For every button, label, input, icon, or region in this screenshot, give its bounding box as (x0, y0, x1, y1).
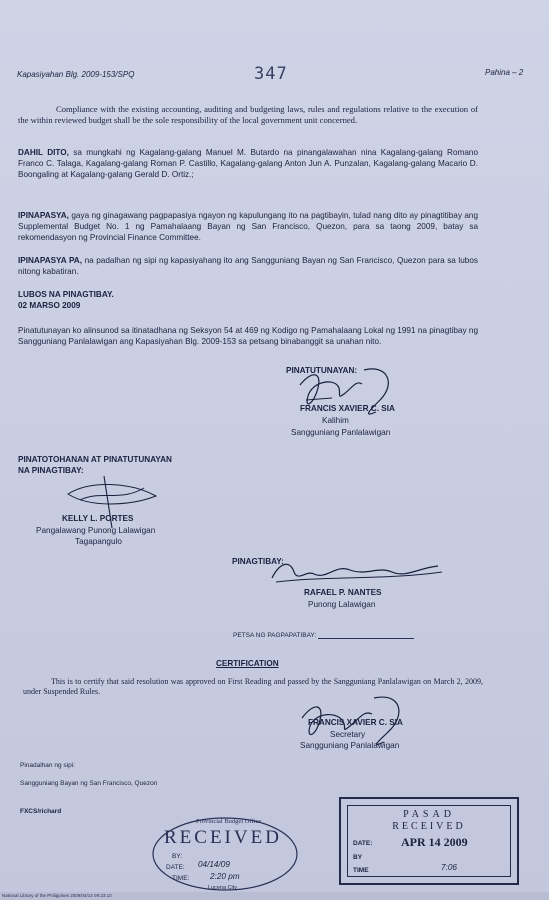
approval-statement: LUBOS NA PINAGTIBAY. (18, 290, 114, 299)
pasad-stamp-agency: PASAD (403, 809, 455, 820)
approval-date-field (233, 630, 414, 639)
pasad-stamp-time-value: 7:06 (441, 863, 457, 872)
attest2-title: Pangalawang Punong Lalawigan (36, 526, 156, 535)
approval-date: 02 MARSO 2009 (18, 301, 81, 310)
compliance-paragraph: Compliance with the existing accounting, auditing and budgeting laws, rules and regulations relative to the execution of the within reviewed budget shall be the sole responsibility of the local government unit concerned. (18, 104, 478, 125)
ipinapasya-text: gaya ng ginagawang pagpapasiya ngayon ng kapulungang ito na pagtibayin, tulad nang dito ay pinagtitibay ang Supplemental Budget No. 1 ng Pamahalaang Bayan ng San Francisco, Quezon, para sa taong 2009, batay sa rekomendasyon ng Provincial Finance Committee. (18, 211, 478, 242)
attest2-name: KELLY L. PORTES (62, 514, 134, 523)
certification-office: Sangguniang Panlalawigan (300, 741, 400, 750)
attest2-label-1: PINATOTOHANAN AT PINATUTUNAYAN (18, 455, 172, 464)
scan-footer: National Library of the Philippines 2009/04/14 09:23:10 (0, 892, 549, 900)
pasad-stamp-word: RECEIVED (392, 821, 466, 832)
page-number: Pahina – 2 (485, 68, 524, 77)
certification-text: This is to certify that said resolution was approved on First Reading and passed by the Sangguniang Panlalawigan on March 2, 2009, under Suspended Rules. (23, 677, 483, 696)
ipinapasya-pa-lead: IPINAPASYA PA, (18, 256, 82, 265)
dahil-dito-lead: DAHIL DITO, (18, 148, 69, 157)
received-stamp-time-value: 2:20 pm (210, 872, 240, 881)
page-stamp-number: 347 (254, 64, 288, 84)
attest-label: PINATUTUNAYAN: (286, 366, 358, 375)
ipinapasya-pa-paragraph (18, 255, 478, 277)
attest1-title: Kalihim (322, 416, 349, 425)
received-stamp-time-label: TIME: (172, 875, 190, 882)
certification-title: Secretary (330, 730, 366, 739)
pasad-stamp-time-label: TIME (353, 867, 369, 874)
distribution-label: Pinadalhan ng sipi: (20, 762, 75, 769)
signature-nantes-graphic (266, 552, 446, 592)
ipinapasya-paragraph (18, 210, 478, 243)
approval-date-line (318, 630, 414, 639)
received-stamp-date-label: DATE: (166, 864, 185, 871)
distribution-initials: FXCS/richard (20, 808, 62, 815)
received-stamp-budget-office (150, 815, 300, 893)
approved-by-label: PINAGTIBAY: (232, 557, 284, 566)
received-stamp-city: Lucena City (208, 885, 238, 891)
dahil-dito-text: sa mungkahi ng Kagalang-galang Manuel M. Butardo na pinangalawahan nina Kagalang-galang Romano Franco C. Talaga, Kagalang-galang Roman P. Castillo, Kagalang-galang Anton Jun A. Punzalan, Kagalang-galang Macario D. Boongaling at Kagalang-galang Gerald D. Ortiz.; (18, 148, 478, 179)
approval-date-label: PETSA NG PAGPAPATIBAY: (233, 632, 317, 639)
approved-by-title: Punong Lalawigan (308, 600, 376, 609)
received-stamp-by: BY: (172, 853, 183, 860)
attest1-name: FRANCIS XAVIER C. SIA (300, 404, 395, 413)
signature-nantes (266, 552, 446, 592)
received-stamp-date-value: 04/14/09 (198, 860, 230, 869)
distribution-recipient: Sangguniang Bayan ng San Francisco, Quezon (20, 780, 158, 787)
certification-name: FRANCIS XAVIER C. SIA (308, 718, 403, 727)
approved-by-name: RAFAEL P. NANTES (304, 588, 382, 597)
ipinapasya-lead: IPINAPASYA, (18, 211, 69, 220)
dahil-dito-paragraph (18, 147, 478, 180)
ipinapasya-pa-text: na padalhan ng sipi ng kapasiyahang ito ang Sangguniang Bayan ng San Francisco, Quezon para sa lubos nitong kabatiran. (18, 256, 478, 276)
resolution-reference: Kapasiyahan Blg. 2009-153/SPQ (17, 70, 135, 79)
received-stamp-office: Provincial Budget Office (196, 818, 262, 825)
received-stamp-word: RECEIVED (164, 827, 282, 848)
attest2-role: Tagapangulo (75, 537, 122, 546)
pasad-stamp-by-label: BY (353, 854, 363, 861)
pasad-stamp-date-label: DATE: (353, 840, 373, 847)
certify-paragraph: Pinatutunayan ko alinsunod sa itinatadhana ng Seksyon 54 at 469 ng Kodigo ng Pamahalaang Lokal ng 1991 na pinagtibay ng Sangguniang Panlalawigan ang Kapasiyahan Blg. 2009-153 sa petsang binabanggit sa unahan nito. (18, 326, 478, 346)
certification-heading: CERTIFICATION (216, 659, 279, 668)
pasad-stamp-date-value: APR 14 2009 (401, 835, 468, 849)
attest2-label-2: NA PINAGTIBAY: (18, 466, 84, 475)
received-stamp-pasad (339, 797, 519, 885)
attest1-office: Sangguniang Panlalawigan (291, 428, 391, 437)
